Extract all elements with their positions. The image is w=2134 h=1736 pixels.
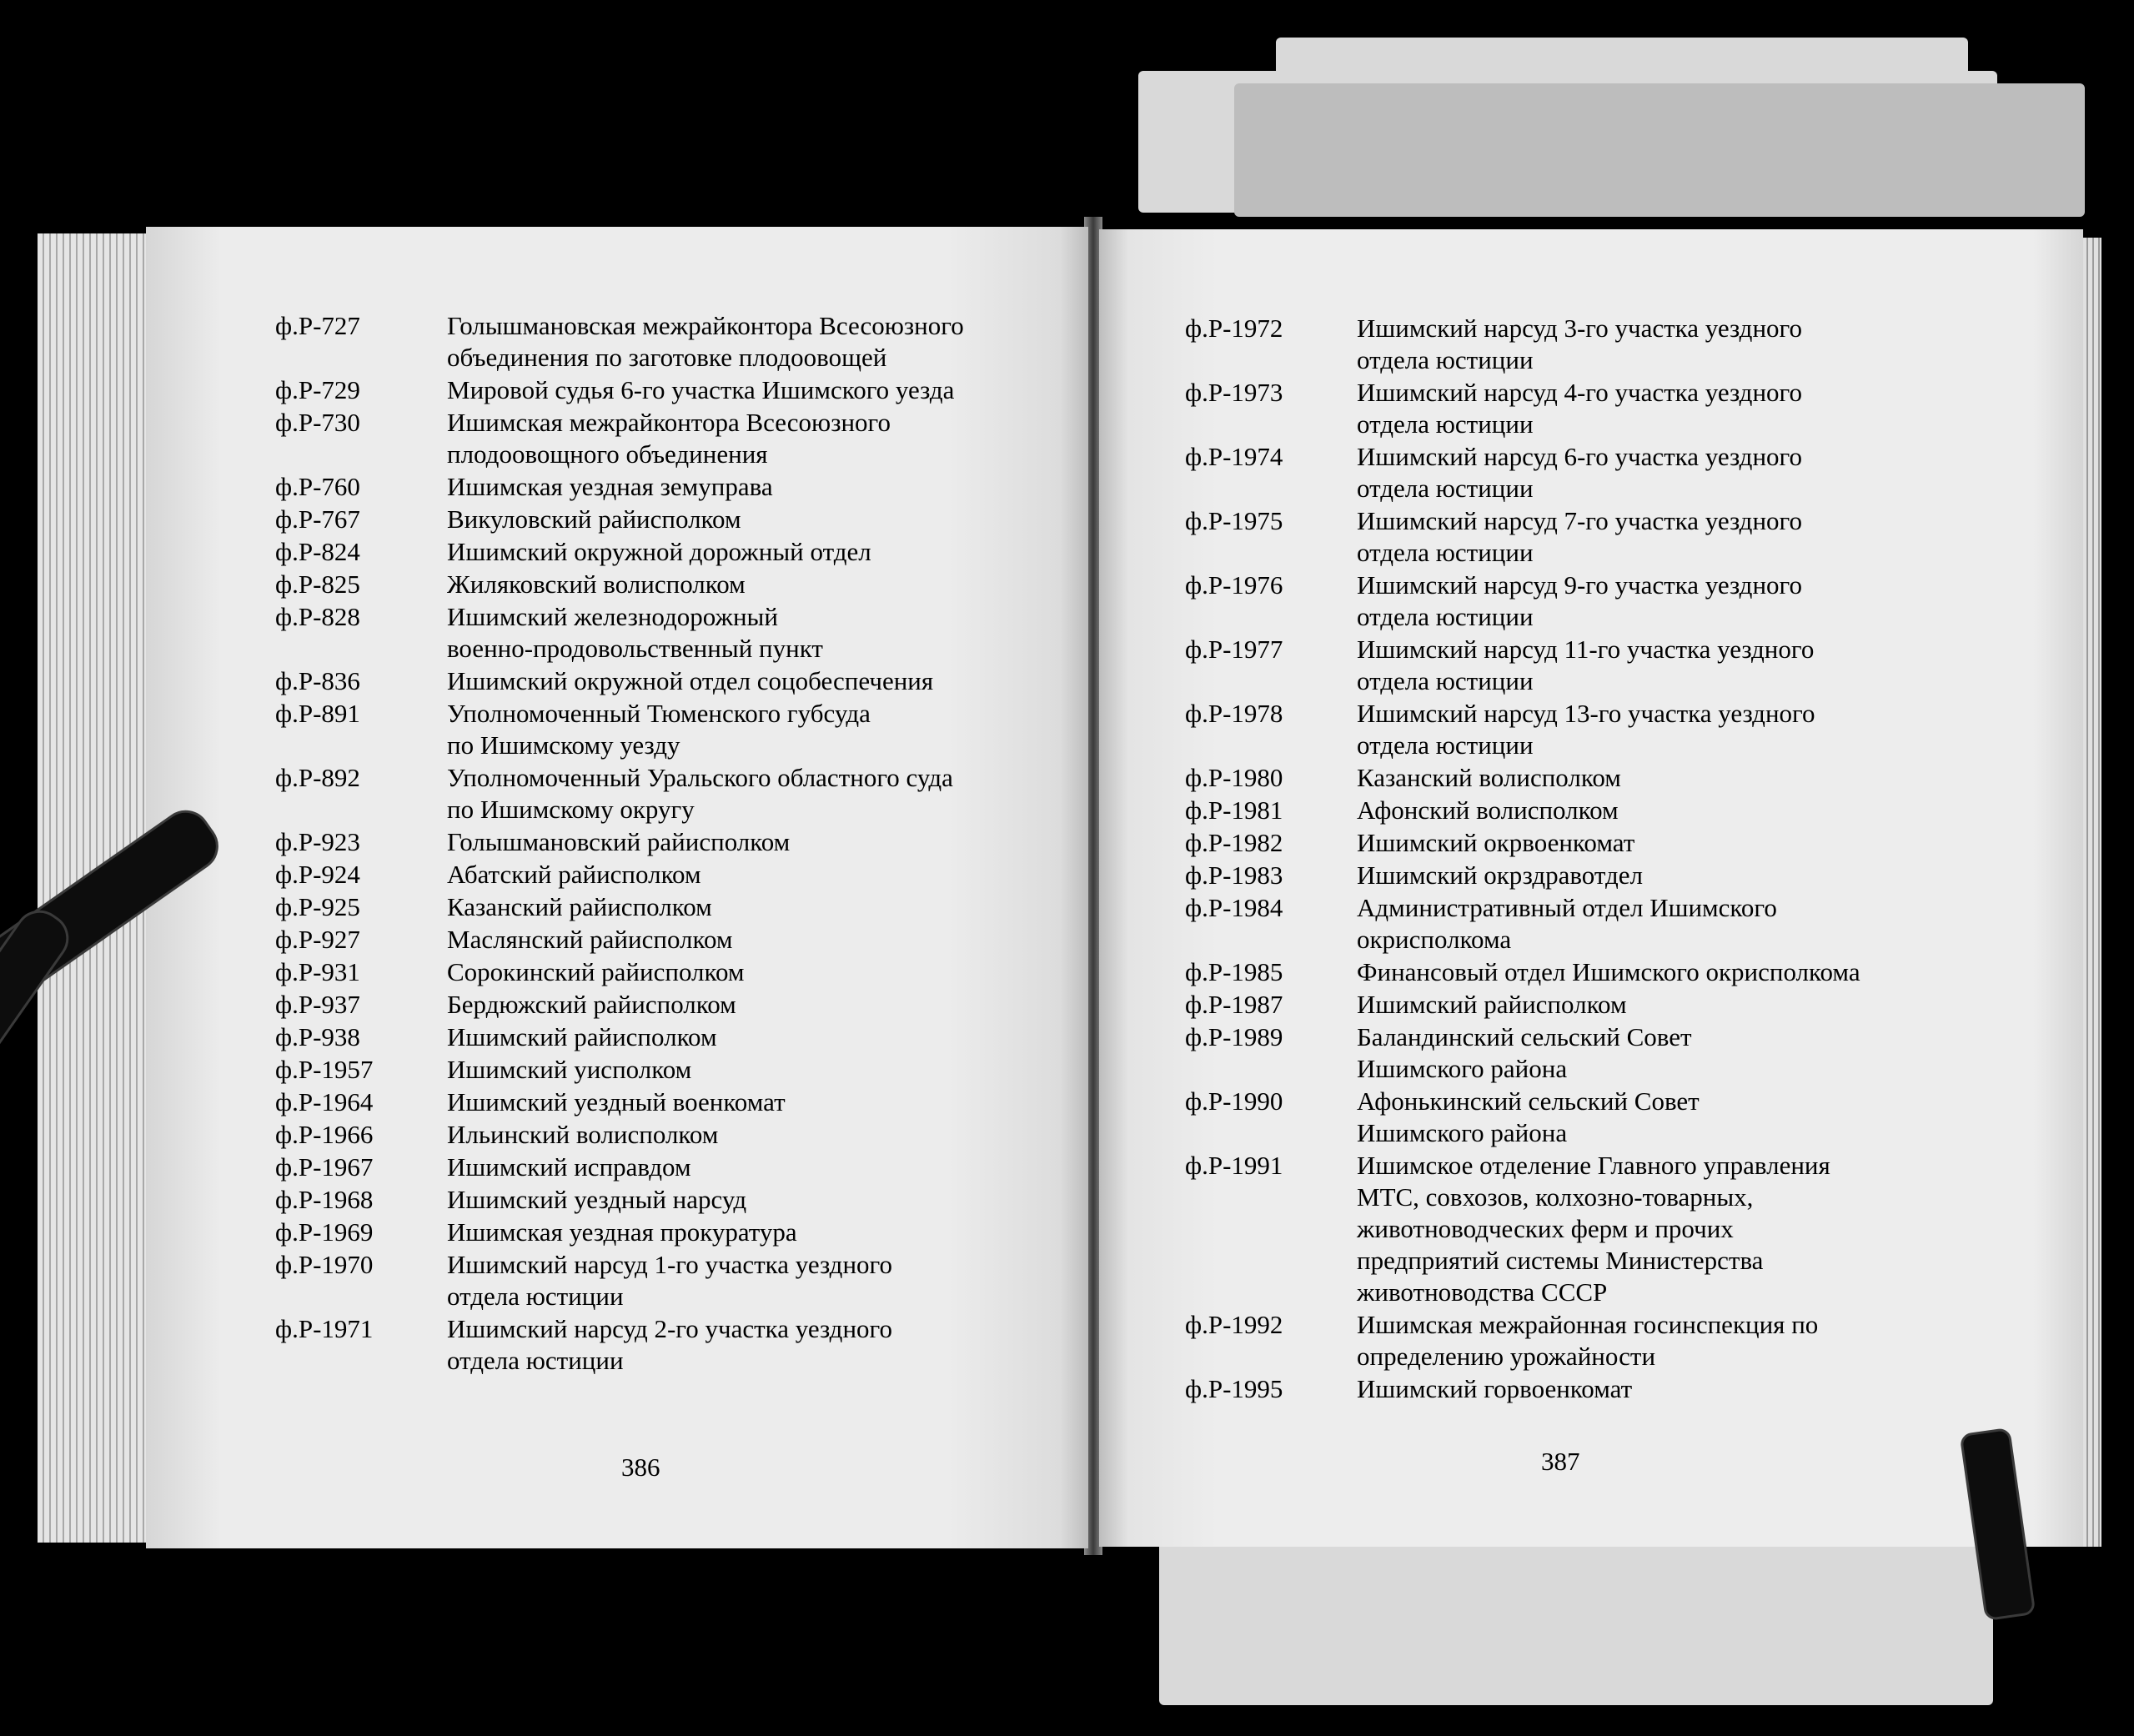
fond-code: ф.Р-727 [275,311,360,340]
fond-entry [275,989,1076,1021]
fond-entry [275,407,1076,470]
fond-title-line: Ишимский нарсуд 7-го участка уездного [1357,506,1802,535]
fond-title-line: отдела юстиции [1357,409,1534,439]
fond-title [447,504,1076,535]
fond-title-line: Административный отдел Ишимского [1357,893,1777,922]
fond-title [447,762,1076,825]
fond-code: ф.Р-1957 [275,1055,374,1084]
fond-code: ф.Р-1968 [275,1185,374,1214]
fond-title [1357,762,2069,794]
fond-title-line: Ишимский окрвоенкомат [1357,828,1635,857]
fond-title [447,859,1076,891]
fond-title-line: Сорокинский райисполком [447,957,745,986]
fond-title-line: Ишимский уездный военкомат [447,1087,786,1116]
right-page [1099,229,2083,1547]
fond-code: ф.Р-1990 [1185,1086,1283,1116]
fond-title [447,1086,1076,1118]
fond-code: ф.Р-824 [275,537,360,566]
fond-title-line: Афонькинский сельский Совет [1357,1086,1700,1116]
fond-code: ф.Р-1987 [1185,990,1283,1019]
fond-code: ф.Р-767 [275,504,360,534]
fond-title-line: Ишимский райисполком [447,1022,717,1051]
fond-title [447,665,1076,697]
right-page-number: 387 [1541,1447,1580,1476]
fond-entry [1185,634,2069,697]
fond-code: ф.Р-1981 [1185,795,1283,825]
fond-title-line: животноводства СССР [1357,1277,1608,1307]
fond-entry [1185,313,2069,376]
fond-title-line: Ишимский нарсуд 13-го участка уездного [1357,699,1815,728]
fond-code: ф.Р-1964 [275,1087,374,1116]
fond-entry [1185,1150,2069,1308]
fond-entry [275,762,1076,825]
fond-title-line: военно-продовольственный пункт [447,634,823,663]
fond-title [1357,860,2069,891]
fond-title-line: Ишимское отделение Главного управления [1357,1151,1830,1180]
fond-title-line: Ишимский нарсуд 1-го участка уездного [447,1250,892,1279]
fond-title [447,826,1076,858]
fond-title-line: Ишимский горвоенкомат [1357,1374,1633,1403]
fond-title [447,989,1076,1021]
fond-title [447,310,1076,374]
fond-title-line: объединения по заготовке плодоовощей [447,343,887,372]
fond-code: ф.Р-924 [275,860,360,889]
fond-title-line: Голышмановская межрайконтора Всесоюзного [447,311,964,340]
fond-title-line: Бердюжский райисполком [447,990,736,1019]
fond-code: ф.Р-730 [275,408,360,437]
fond-entry [1185,1373,2069,1405]
fond-title [1357,569,2069,633]
fond-title-line: Баландинский сельский Совет [1357,1022,1692,1051]
fond-title [1357,634,2069,697]
fond-entry [275,310,1076,374]
fond-entry [1185,1021,2069,1085]
fond-title-line: Маслянский райисполком [447,925,733,954]
fond-code: ф.Р-1969 [275,1217,374,1247]
fond-title-line: плодоовощного объединения [447,439,768,469]
fond-title-line: Абатский райисполком [447,860,701,889]
fond-entry [1185,827,2069,859]
fond-entry [275,374,1076,406]
fond-title-line: отдела юстиции [1357,538,1534,567]
fond-entry [275,698,1076,761]
fond-title [1357,795,2069,826]
fond-code: ф.Р-1966 [275,1120,374,1149]
fond-entry [1185,569,2069,633]
fond-title [1357,377,2069,440]
right-page-entries [1185,313,2069,1406]
fond-code: ф.Р-1984 [1185,893,1283,922]
fond-title-line: Голышмановский райисполком [447,827,791,856]
fond-entry [1185,956,2069,988]
fond-title [447,891,1076,923]
fond-title-line: Ишимская межрайконтора Всесоюзного [447,408,891,437]
fond-code: ф.Р-1973 [1185,378,1283,407]
fond-entry [275,859,1076,891]
fond-entry [275,1184,1076,1216]
fond-title [1357,1150,2069,1308]
fond-title-line: отдела юстиции [1357,474,1534,503]
fond-entry [1185,505,2069,569]
fond-code: ф.Р-1971 [275,1314,374,1343]
fond-title [447,1184,1076,1216]
fond-title-line: по Ишимскому уезду [447,730,680,760]
fond-code: ф.Р-892 [275,763,360,792]
fond-title [1357,1373,2069,1405]
fond-entry [1185,1309,2069,1372]
fond-title [447,1313,1076,1377]
fond-title-line: Ишимского района [1357,1054,1568,1083]
fond-title [447,1054,1076,1086]
fond-title-line: Уполномоченный Тюменского губсуда [447,699,871,728]
fond-code: ф.Р-937 [275,990,360,1019]
fond-code: ф.Р-1980 [1185,763,1283,792]
fond-title [1357,1309,2069,1372]
fond-code: ф.Р-1995 [1185,1374,1283,1403]
fond-title [447,536,1076,568]
fond-title-line: Афонский волисполком [1357,795,1619,825]
fond-title-line: Викуловский райисполком [447,504,741,534]
fond-title-line: Казанский волисполком [1357,763,1621,792]
fond-title [447,374,1076,406]
left-page-number: 386 [621,1453,660,1482]
fond-title [447,698,1076,761]
fond-title [447,1249,1076,1312]
fond-title [447,407,1076,470]
fond-title [1357,313,2069,376]
fond-title [447,471,1076,503]
fond-entry [1185,989,2069,1021]
fond-title-line: Ишимского района [1357,1118,1568,1147]
foam-pad-top-3 [1234,83,2085,217]
fond-title-line: Ишимский исправдом [447,1152,691,1182]
fond-title-line: Ишимский нарсуд 6-го участка уездного [1357,442,1802,471]
fond-title-line: Ишимский райисполком [1357,990,1627,1019]
fond-entry [275,601,1076,665]
fond-title-line: отдела юстиции [1357,602,1534,631]
fond-title-line: Ишимский окружной отдел соцобеспечения [447,666,934,695]
fond-title-line: животноводческих ферм и прочих [1357,1214,1734,1243]
fond-title-line: по Ишимскому округу [447,795,695,824]
fond-code: ф.Р-760 [275,472,360,501]
fond-title-line: Ишимский нарсуд 4-го участка уездного [1357,378,1802,407]
fond-entry [275,504,1076,535]
fond-entry [275,569,1076,600]
fond-title-line: Ишимский уисполком [447,1055,692,1084]
fond-code: ф.Р-925 [275,892,360,921]
fond-title [1357,827,2069,859]
fond-code: ф.Р-729 [275,375,360,404]
fond-entry [1185,1086,2069,1149]
fond-title-line: Ишимский окружной дорожный отдел [447,537,871,566]
fond-title-line: отдела юстиции [447,1346,624,1375]
fond-title-line: Ишимская уездная земуправа [447,472,773,501]
foam-pad-bottom [1159,1534,1993,1705]
fond-title [447,1119,1076,1151]
fond-entry [275,1151,1076,1183]
fond-title-line: Ильинский волисполком [447,1120,719,1149]
fond-entry [275,924,1076,956]
fond-title-line: Ишимский железнодорожный [447,602,778,631]
fond-entry [1185,762,2069,794]
fond-title-line: Ишимский нарсуд 11-го участка уездного [1357,635,1815,664]
fond-entry [1185,795,2069,826]
fond-entry [275,1054,1076,1086]
fond-entry [275,1021,1076,1053]
fond-code: ф.Р-1972 [1185,314,1283,343]
left-page-entries [275,310,1076,1377]
fond-entry [275,665,1076,697]
fond-title-line: отдела юстиции [447,1282,624,1311]
fond-entry [1185,441,2069,504]
fond-code: ф.Р-1982 [1185,828,1283,857]
fond-entry [275,471,1076,503]
fond-title-line: отдела юстиции [1357,666,1534,695]
fond-code: ф.Р-825 [275,569,360,599]
fond-title-line: Мировой судья 6-го участка Ишимского уезда [447,375,955,404]
fond-title [447,569,1076,600]
fond-title [1357,892,2069,956]
fond-entry [275,1313,1076,1377]
fond-title [1357,698,2069,761]
fond-title-line: Ишимский нарсуд 2-го участка уездного [447,1314,892,1343]
fond-entry [1185,377,2069,440]
fond-code: ф.Р-923 [275,827,360,856]
fond-entry [275,1119,1076,1151]
fond-code: ф.Р-1975 [1185,506,1283,535]
fond-title-line: Финансовый отдел Ишимского окрисполкома [1357,957,1860,986]
fond-code: ф.Р-1967 [275,1152,374,1182]
fond-title [447,924,1076,956]
fond-title [1357,1086,2069,1149]
fond-code: ф.Р-828 [275,602,360,631]
fond-code: ф.Р-931 [275,957,360,986]
fond-code: ф.Р-1978 [1185,699,1283,728]
fond-code: ф.Р-1976 [1185,570,1283,600]
fond-title-line: Жиляковский волисполком [447,569,746,599]
left-page [146,227,1088,1548]
fond-title [1357,441,2069,504]
fond-title-line: Уполномоченный Уральского областного суда [447,763,953,792]
fond-title-line: Ишимская межрайонная госинспекция по [1357,1310,1819,1339]
fond-title-line: отдела юстиции [1357,730,1534,760]
fond-title-line: определению урожайности [1357,1342,1656,1371]
fond-title [1357,989,2069,1021]
fond-title-line: Ишимский окрздравотдел [1357,860,1644,890]
fond-title-line: Ишимский нарсуд 9-го участка уездного [1357,570,1802,600]
fond-title-line: отдела юстиции [1357,345,1534,374]
fond-title [1357,956,2069,988]
fond-title [447,1217,1076,1248]
fond-entry [275,956,1076,988]
fond-code: ф.Р-1989 [1185,1022,1283,1051]
fond-entry [275,826,1076,858]
fond-entry [275,1249,1076,1312]
fond-code: ф.Р-1985 [1185,957,1283,986]
fond-code: ф.Р-1970 [275,1250,374,1279]
fond-code: ф.Р-891 [275,699,360,728]
fond-code: ф.Р-1983 [1185,860,1283,890]
fond-title [447,601,1076,665]
fond-title-line: МТС, совхозов, колхозно-товарных, [1357,1182,1754,1212]
fond-title [1357,505,2069,569]
fond-entry [275,536,1076,568]
fond-title [447,1021,1076,1053]
fond-entry [1185,892,2069,956]
fond-entry [1185,698,2069,761]
fond-title [447,1151,1076,1183]
fond-code: ф.Р-1974 [1185,442,1283,471]
fond-code: ф.Р-1991 [1185,1151,1283,1180]
fond-title [1357,1021,2069,1085]
fond-code: ф.Р-1992 [1185,1310,1283,1339]
fond-entry [1185,860,2069,891]
fond-code: ф.Р-927 [275,925,360,954]
fond-code: ф.Р-836 [275,666,360,695]
fond-title-line: Казанский райисполком [447,892,712,921]
fond-title-line: Ишимский уездный нарсуд [447,1185,747,1214]
fond-title-line: Ишимский нарсуд 3-го участка уездного [1357,314,1802,343]
fond-entry [275,891,1076,923]
fond-entry [275,1086,1076,1118]
fond-title [447,956,1076,988]
fond-title-line: окрисполкома [1357,925,1512,954]
fond-title-line: предприятий системы Министерства [1357,1246,1764,1275]
fond-code: ф.Р-938 [275,1022,360,1051]
fond-entry [275,1217,1076,1248]
fond-code: ф.Р-1977 [1185,635,1283,664]
fond-title-line: Ишимская уездная прокуратура [447,1217,797,1247]
